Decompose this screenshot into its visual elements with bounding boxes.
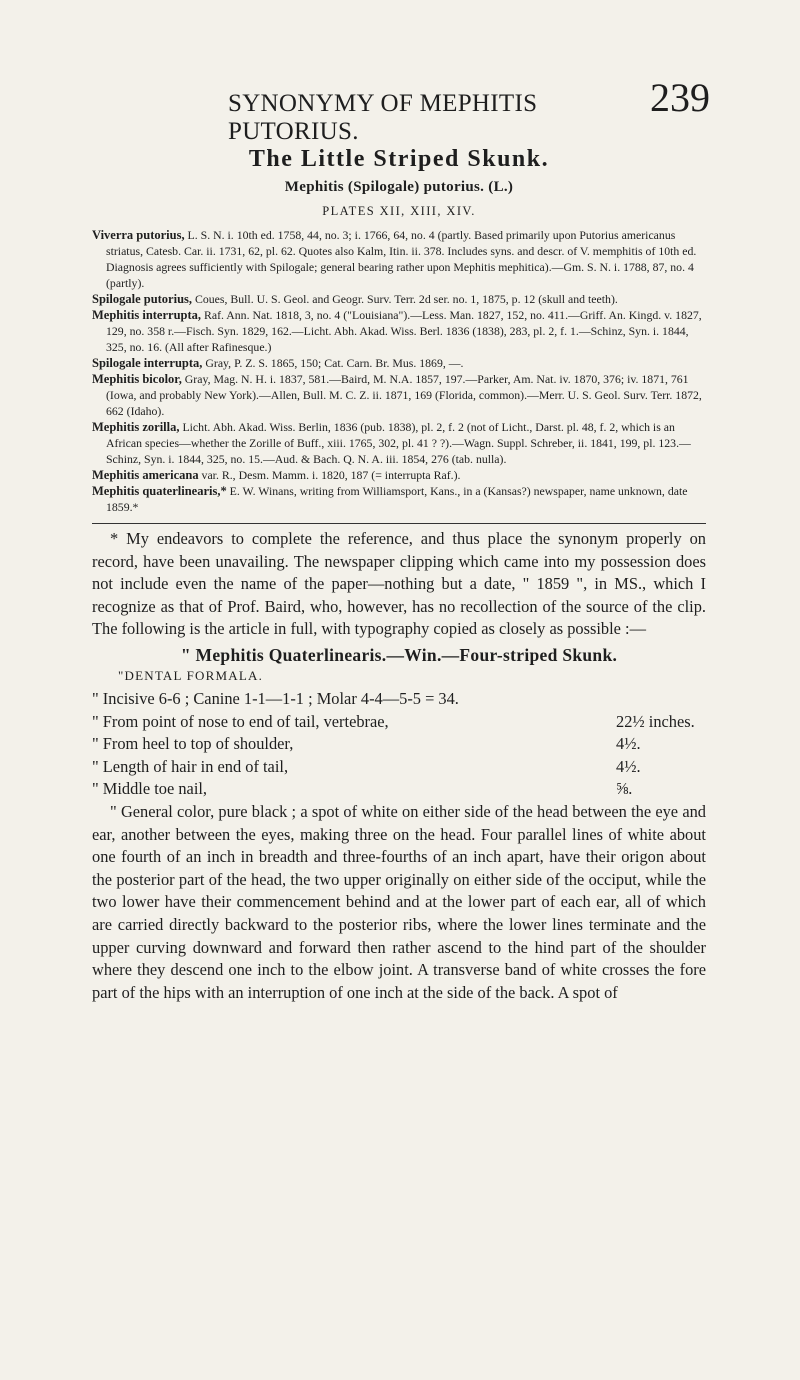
measurement-label: " From heel to top of shoulder, <box>92 734 294 754</box>
synonymy-entry <box>92 483 706 515</box>
article-description: " General color, pure black ; a spot of white on either side of the head between the eye and ear, another between the eyes, making three on the head. Four parallel lines of white about one fourth of an inch in breadth and three-fourths of an inch apart, have their origon about the posterior part of the head, the two upper originally on either side of the occiput, while the two lower have their commencement behind and at the lower part of each ear, all of which are carried directly backward to the posterior ribs, where the lower lines terminate and the upper curving downward and forward then rather ascend to the hind part of the shoulder where they descend one inch to the elbow joint. A transverse band of white crosses the fore part of the hips with an interruption of one inch at the side of the back. A spot of <box>92 801 706 1002</box>
measurement-value: 22½ inches. <box>616 711 695 731</box>
section-title: The Little Striped Skunk. <box>248 146 550 172</box>
synonym-name: Mephitis quaterlinearis,* <box>92 484 227 498</box>
measurements-list <box>92 711 706 801</box>
synonym-citation: L. S. N. i. 10th ed. 1758, 44, no. 3; i. 1766, 64, no. 4 (partly. Based primarily upon Putorius americanus striatus, Catesb. Car. ii. 1731, 62, pl. 62. Quotes also Kalm, Itin. ii. 378. Includes syns. and descr. of V. memphitis of 10th ed. Diagnosis agrees sufficiently with Spilogale; general bearing rather upon Mephitis mephitica).—Gm. S. N. i. 1788, 87, no. 4 (partly). <box>106 228 697 290</box>
page-content <box>92 146 706 1004</box>
synonym-citation: Gray, Mag. N. H. i. 1837, 581.—Baird, M. N.A. 1857, 197.—Parker, Am. Nat. iv. 1870, 376; iv. 1871, 761 (Iowa, and probably New York).—Allen, Bull. M. C. Z. ii. 1871, 169 (Florida, common).—Merr. U. S. Geol. Surv. Terr. 1872, 662 (Idaho). <box>106 372 702 418</box>
synonymy-entry <box>92 291 706 307</box>
dental-formula-heading: "DENTAL FORMALA. <box>118 667 264 683</box>
synonym-name: Mephitis zorilla, <box>92 420 180 434</box>
synonymy-entry <box>92 419 706 467</box>
page-number: 239 <box>650 75 710 120</box>
synonym-citation: Coues, Bull. U. S. Geol. and Geogr. Surv. Terr. 2d ser. no. 1, 1875, p. 12 (skull and teeth). <box>192 292 618 306</box>
synonym-name: Mephitis americana <box>92 468 199 482</box>
synonym-citation: var. R., Desm. Mamm. i. 1820, 187 (= interrupta Raf.). <box>198 468 461 482</box>
article-title: " Mephitis Quaterlinearis.—Win.—Four-striped Skunk. <box>180 644 618 665</box>
synonymy-entry <box>92 307 706 355</box>
dental-formula: " Incisive 6-6 ; Canine 1-1—1-1 ; Molar 4-4—5-5 = 34. <box>92 688 459 708</box>
synonymy-entry <box>92 355 706 371</box>
synonym-citation: Licht. Abh. Akad. Wiss. Berlin, 1836 (pub. 1838), pl. 2, f. 2 (not of Licht., Darst. pl. 48, f. 2, which is an African species—whether the Zorille of Buff., xiii. 1765, 302, pl. 41 ? ?).—Wagn. Suppl. Schreber, ii. 1841, 199, pl. 123.—Schinz, Syn. i. 1844, 325, no. 15.—Aud. & Bach. Q. N. A. iii. 1854, 276 (tab. nulla). <box>106 420 691 466</box>
measurement-row <box>92 778 706 801</box>
footnote-divider <box>92 523 706 524</box>
synonym-citation: E. W. Winans, writing from Williamsport, Kans., in a (Kansas?) newspaper, name unknown, date 1859.* <box>106 484 688 514</box>
synonym-citation: Raf. Ann. Nat. 1818, 3, no. 4 ("Louisiana").—Less. Man. 1827, 152, no. 411.—Griff. An. Kingd. v. 1827, 129, no. 358 r.—Fisch. Syn. 1829, 162.—Licht. Abh. Akad. Wiss. Berl. 1836 (1838), 283, pl. 2, f. 1.—Schinz, Syn. i. 1844, 325, no. 16. (All after Rafinesque.) <box>106 308 702 354</box>
synonymy-list <box>92 227 706 515</box>
synonymy-entry <box>92 227 706 291</box>
synonym-name: Mephitis interrupta, <box>92 308 202 322</box>
measurement-value: 4½. <box>616 734 641 754</box>
synonym-name: Spilogale interrupta, <box>92 356 203 370</box>
measurement-row <box>92 733 706 756</box>
synonym-citation: Gray, P. Z. S. 1865, 150; Cat. Carn. Br. Mus. 1869, —. <box>202 356 464 370</box>
synonymy-entry <box>92 371 706 419</box>
synonym-name: Viverra putorius, <box>92 228 185 242</box>
measurement-label: " From point of nose to end of tail, vertebrae, <box>92 711 389 731</box>
section-subtitle: Mephitis (Spilogale) putorius. (L.) <box>284 179 514 195</box>
running-title: SYNONYMY OF MEPHITIS PUTORIUS. <box>228 90 538 145</box>
measurement-row <box>92 756 706 779</box>
measurement-row <box>92 711 706 734</box>
measurement-value: 4½. <box>616 756 641 776</box>
plates-reference: PLATES XII, XIII, XIV. <box>322 204 476 218</box>
measurement-label: " Middle toe nail, <box>92 779 208 799</box>
footnote: * My endeavors to complete the reference, and thus place the synonym properly on record, have been unavailing. The newspaper clipping which came into my possession does not include even the name of the paper—nothing but a date, " 1859 ", in MS., which I recognize as that of Prof. Baird, who, however, has no recollection of the source of the clip. The following is the article in full, with typography copied as closely as possible :— <box>92 529 706 639</box>
synonym-name: Spilogale putorius, <box>92 292 193 306</box>
measurement-label: " Length of hair in end of tail, <box>92 756 289 776</box>
synonym-name: Mephitis bicolor, <box>92 372 182 386</box>
running-head <box>92 75 710 146</box>
synonymy-entry <box>92 467 706 483</box>
measurement-value: ⅝. <box>616 779 633 799</box>
